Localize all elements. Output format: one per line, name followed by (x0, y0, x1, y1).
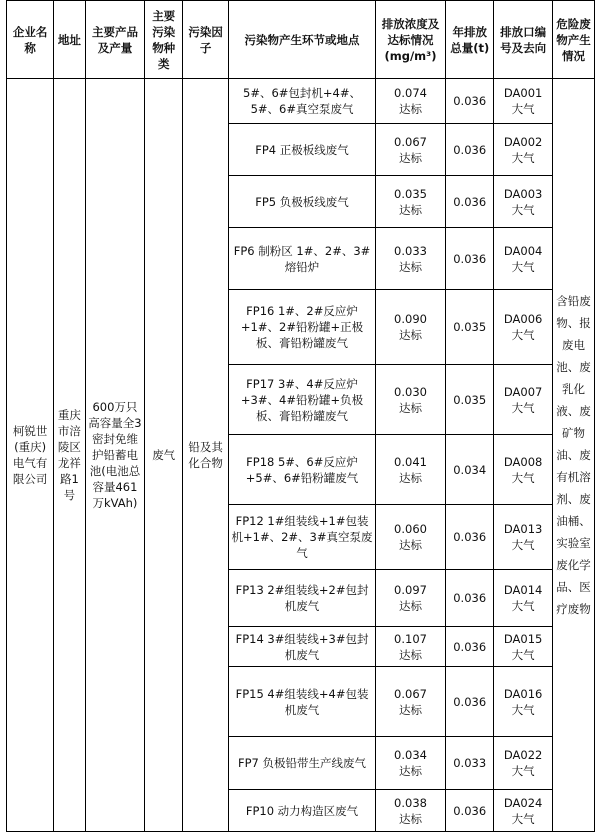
pollutant-type-cell: 废气 (145, 79, 183, 832)
outlet-cell (494, 505, 553, 570)
hazardous-waste-cell: 含铅废物、报废电池、废乳化液、废矿物油、废有机溶剂、废油桶、实验室废化学品、医疗废物 (553, 79, 595, 832)
annual-total-cell: 0.036 (446, 627, 494, 667)
concentration-value: 0.090 (394, 312, 427, 326)
outlet-destination: 大气 (511, 400, 535, 415)
outlet-destination: 大气 (511, 102, 535, 116)
concentration-cell (375, 365, 445, 435)
concentration-value: 0.041 (394, 454, 427, 469)
source-cell: FP7 负极铅带生产线废气 (229, 737, 376, 790)
compliance-status: 达标 (399, 150, 422, 165)
outlet-destination: 大气 (511, 538, 535, 552)
outlet-destination: 大气 (511, 599, 535, 613)
compliance-status: 达标 (399, 538, 422, 552)
source-cell: FP13 2#组装线+2#包封机废气 (229, 570, 376, 627)
compliance-status: 达标 (399, 764, 422, 778)
outlet-code: DA013 (503, 522, 543, 536)
concentration-value: 0.067 (394, 134, 427, 149)
outlet-cell (494, 435, 553, 505)
header-pollutant-type: 主要污染物种类 (145, 1, 183, 79)
concentration-cell (375, 228, 445, 290)
outlet-destination: 大气 (511, 647, 535, 662)
concentration-value: 0.034 (394, 748, 427, 762)
concentration-cell (375, 79, 445, 124)
header-outlet: 排放口编号及去向 (494, 1, 553, 79)
outlet-cell (494, 124, 553, 176)
concentration-cell (375, 290, 445, 365)
concentration-value: 0.097 (394, 583, 427, 597)
compliance-status: 达标 (399, 470, 422, 485)
outlet-code: DA004 (503, 243, 543, 258)
outlet-code: DA006 (503, 312, 543, 326)
outlet-code: DA016 (503, 686, 543, 701)
company-name-cell: 柯锐世(重庆)电气有限公司 (7, 79, 54, 832)
header-concentration: 排放浓度及达标情况(mg/m³) (375, 1, 445, 79)
table-body (7, 79, 595, 832)
concentration-value: 0.038 (394, 795, 427, 810)
concentration-value: 0.067 (394, 686, 427, 701)
source-cell: FP6 制粉区 1#、2#、3#熔铅炉 (229, 228, 376, 290)
compliance-status: 达标 (399, 202, 422, 217)
outlet-destination: 大气 (511, 150, 535, 165)
header-products: 主要产品及产量 (85, 1, 145, 79)
annual-total-cell: 0.036 (446, 228, 494, 290)
concentration-cell (375, 505, 445, 570)
concentration-value: 0.074 (394, 86, 427, 100)
annual-total-cell: 0.034 (446, 435, 494, 505)
source-cell: FP12 1#组装线+1#包装机+1#、2#、3#真空泵废气 (229, 505, 376, 570)
outlet-cell (494, 790, 553, 832)
outlet-cell (494, 667, 553, 737)
compliance-status: 达标 (399, 702, 422, 717)
source-cell: FP18 5#、6#反应炉+5#、6#铅粉罐废气 (229, 435, 376, 505)
annual-total-cell: 0.036 (446, 570, 494, 627)
compliance-status: 达标 (399, 400, 422, 415)
source-cell: FP16 1#、2#反应炉+1#、2#铅粉罐+正极板、膏铅粉罐废气 (229, 290, 376, 365)
pollutant-factor-cell: 铅及其化合物 (183, 79, 229, 832)
annual-total-cell: 0.036 (446, 667, 494, 737)
compliance-status: 达标 (399, 328, 422, 342)
source-cell: 5#、6#包封机+4#、5#、6#真空泵废气 (229, 79, 376, 124)
annual-total-cell: 0.033 (446, 737, 494, 790)
concentration-value: 0.033 (394, 243, 427, 258)
concentration-value: 0.060 (394, 522, 427, 536)
outlet-cell (494, 290, 553, 365)
source-cell: FP10 动力构造区废气 (229, 790, 376, 832)
compliance-status: 达标 (399, 599, 422, 613)
outlet-code: DA002 (503, 134, 543, 149)
products-cell: 600万只高容量全3密封免维护铅蓄电池(电池总容量461万kVAh) (85, 79, 145, 832)
source-cell: FP15 4#组装线+4#包装机废气 (229, 667, 376, 737)
outlet-code: DA015 (503, 631, 543, 646)
header-company: 企业名称 (7, 1, 54, 79)
outlet-cell (494, 176, 553, 228)
outlet-cell (494, 737, 553, 790)
outlet-code: DA014 (503, 583, 543, 597)
outlet-destination: 大气 (511, 259, 535, 274)
outlet-code: DA007 (503, 384, 543, 399)
annual-total-cell: 0.035 (446, 365, 494, 435)
outlet-code: DA008 (503, 454, 543, 469)
source-cell: FP14 3#组装线+3#包封机废气 (229, 627, 376, 667)
concentration-cell (375, 667, 445, 737)
outlet-destination: 大气 (511, 470, 535, 485)
outlet-destination: 大气 (511, 702, 535, 717)
annual-total-cell: 0.036 (446, 79, 494, 124)
header-pollutant-factor: 污染因子 (183, 1, 229, 79)
annual-total-cell: 0.035 (446, 290, 494, 365)
concentration-cell (375, 737, 445, 790)
concentration-cell (375, 570, 445, 627)
header-row (7, 1, 595, 79)
annual-total-cell: 0.036 (446, 505, 494, 570)
concentration-cell (375, 176, 445, 228)
concentration-cell (375, 435, 445, 505)
concentration-cell (375, 790, 445, 832)
header-annual: 年排放总量(t) (446, 1, 494, 79)
concentration-cell (375, 627, 445, 667)
address-cell: 重庆市涪陵区龙祥路1号 (54, 79, 85, 832)
concentration-value: 0.107 (394, 631, 427, 646)
source-cell: FP4 正极板线废气 (229, 124, 376, 176)
concentration-value: 0.030 (394, 384, 427, 399)
outlet-code: DA022 (503, 748, 543, 762)
outlet-destination: 大气 (511, 202, 535, 217)
source-cell: FP17 3#、4#反应炉+3#、4#铅粉罐+负极板、膏铅粉罐废气 (229, 365, 376, 435)
header-source: 污染物产生环节或地点 (229, 1, 376, 79)
outlet-cell (494, 570, 553, 627)
header-hazardous: 危险废物产生情况 (553, 1, 595, 79)
outlet-cell (494, 79, 553, 124)
emission-table (6, 0, 595, 832)
compliance-status: 达标 (399, 259, 422, 274)
outlet-code: DA024 (503, 795, 543, 810)
compliance-status: 达标 (399, 811, 422, 826)
concentration-cell (375, 124, 445, 176)
source-cell: FP5 负极板线废气 (229, 176, 376, 228)
outlet-cell (494, 365, 553, 435)
outlet-code: DA003 (503, 186, 543, 201)
outlet-cell (494, 228, 553, 290)
concentration-value: 0.035 (394, 186, 427, 201)
outlet-destination: 大气 (511, 764, 535, 778)
annual-total-cell: 0.036 (446, 790, 494, 832)
outlet-code: DA001 (503, 86, 543, 100)
outlet-destination: 大气 (511, 328, 535, 342)
outlet-cell (494, 627, 553, 667)
outlet-destination: 大气 (511, 811, 535, 826)
annual-total-cell: 0.036 (446, 124, 494, 176)
compliance-status: 达标 (399, 102, 422, 116)
table-row (7, 79, 595, 124)
annual-total-cell: 0.036 (446, 176, 494, 228)
header-address: 地址 (54, 1, 85, 79)
compliance-status: 达标 (399, 647, 422, 662)
